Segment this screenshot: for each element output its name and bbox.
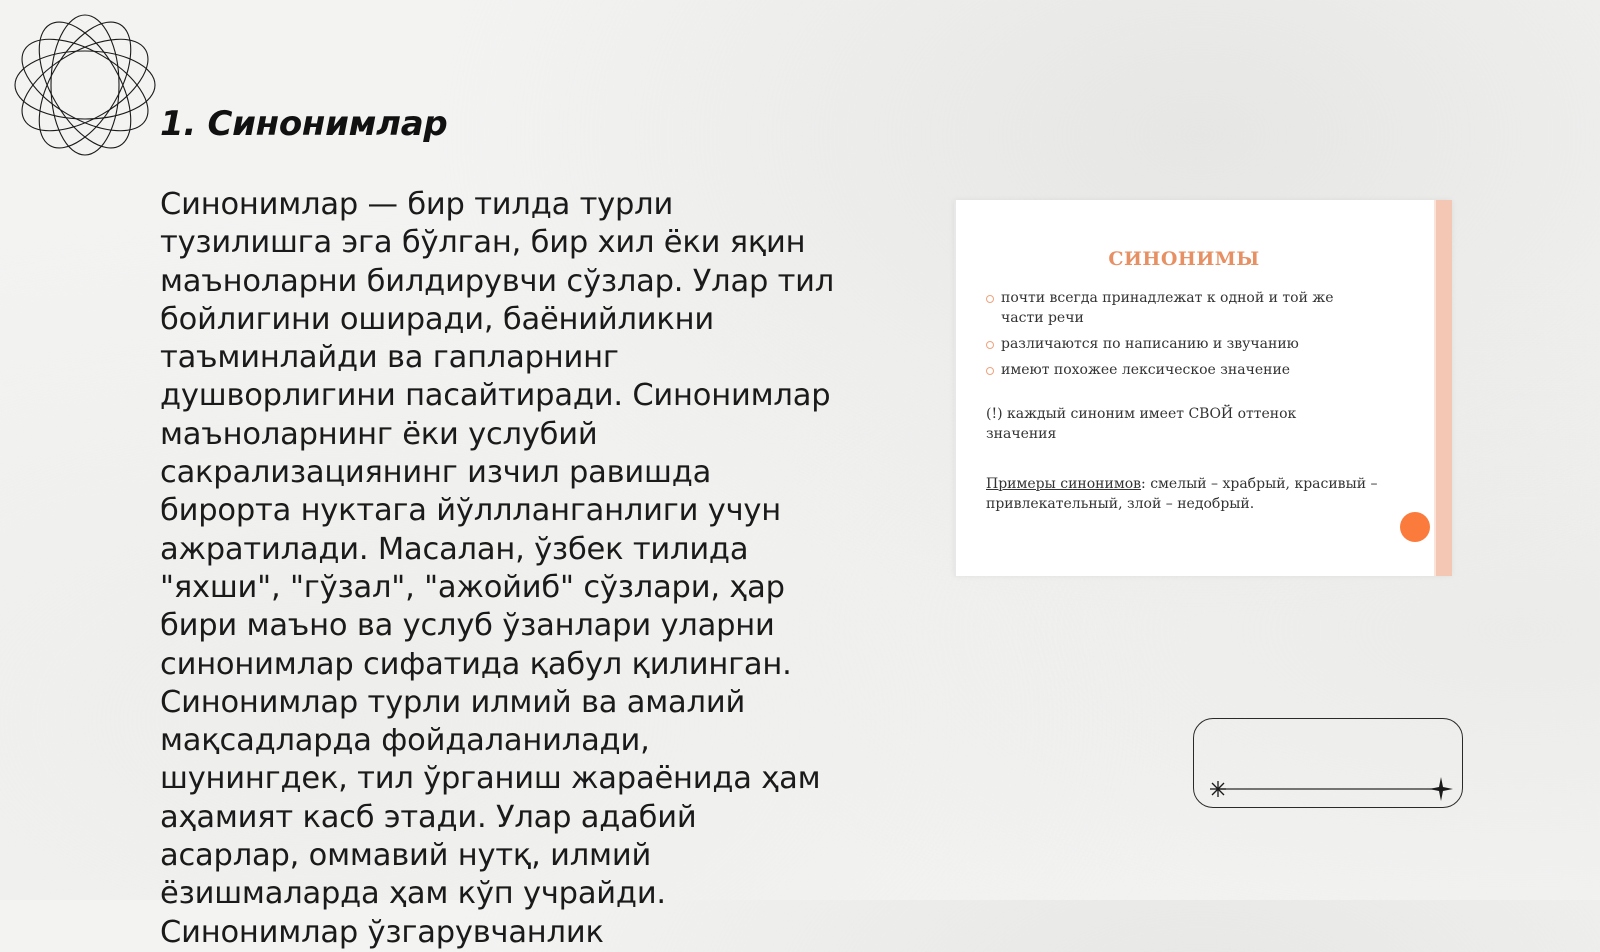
slide-examples <box>986 474 1396 514</box>
slide-accent-bar <box>1434 200 1452 576</box>
slide-bullet-list <box>986 288 1376 386</box>
four-point-star-icon <box>1429 777 1453 801</box>
page-title: 1. Синонимлар <box>160 104 448 144</box>
orange-dot <box>1400 512 1430 542</box>
slide-examples-label: Примеры синонимов <box>986 476 1142 492</box>
slide-bullet-item <box>986 334 1376 354</box>
frame-line-graphic <box>1194 719 1464 809</box>
sparkle-icon <box>1210 781 1226 797</box>
slide-bullet-item <box>986 288 1376 328</box>
ring-bullet-icon <box>986 295 994 303</box>
decorative-frame <box>1193 718 1463 808</box>
slide-bullet-text: почти всегда принадлежат к одной и той же части речи <box>1001 290 1334 326</box>
slide-examples-text: : смелый – храбрый, красивый – привлекательный, злой – недобрый. <box>986 476 1378 512</box>
ring-bullet-icon <box>986 367 994 375</box>
slide-note: (!) каждый синоним имеет СВОЙ оттенок значения <box>986 406 1297 442</box>
slide-thumbnail <box>954 200 1452 576</box>
slide-bullet-item <box>986 360 1376 380</box>
slide-bullet-text: различаются по написанию и звучанию <box>1001 336 1299 352</box>
slide-bullet-text: имеют похожее лексическое значение <box>1001 362 1291 378</box>
ring-bullet-icon <box>986 341 994 349</box>
slide-title: СИНОНИМЫ <box>1108 248 1260 270</box>
body-paragraph: Синонимлар — бир тилда турли тузилишга эга бўлган, бир хил ёки яқин маъноларни билдирувчи сўзлар. Улар тил бойлигини оширади, баёнийликни таъминлайди ва гапларнинг душворлигини пасайтиради. Синонимлар маъноларнинг ёки услубий сакрализациянинг изчил равишда бирорта нуктага йўллланганлиги учун ажратилади. Масалан, ўзбек тилида "яхши", "гўзал", "ажойиб" сўзлари, ҳар бири маъно ва услуб ўзанлари уларни синонимлар сифатида қабул қилинган. Синонимлар турли илмий ва амалий мақсадларда фойдаланилади, шунингдек, тил ўрганиш жараёнида ҳам аҳамият касб этади. Улар адабий асарлар, оммавий нутқ, илмий ёзишмаларда ҳам кўп учрайди. Синонимлар ўзгарувчанлик <box>160 187 835 950</box>
rosette-ornament-icon <box>10 10 160 160</box>
